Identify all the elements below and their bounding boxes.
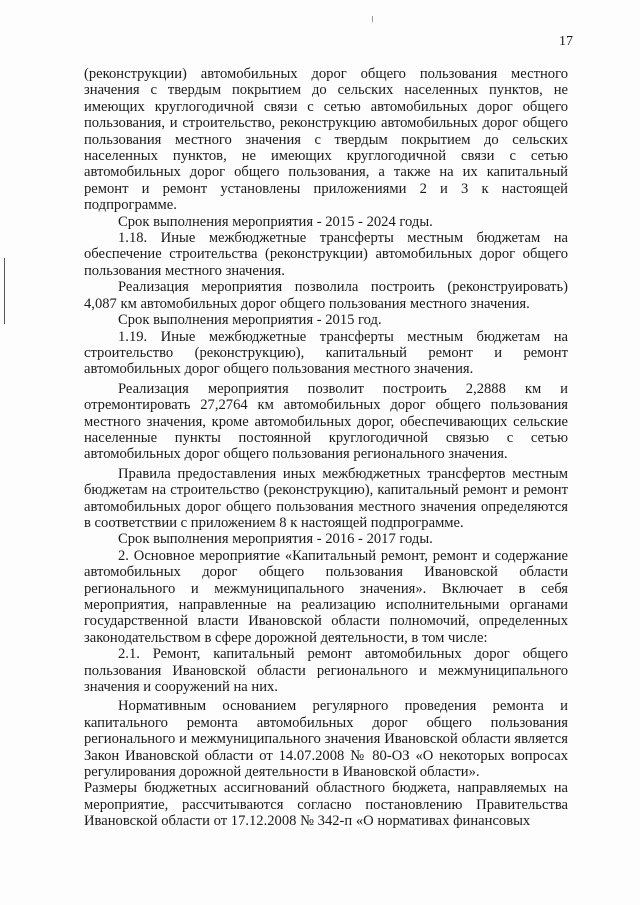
scan-mark-left [4, 258, 5, 324]
paragraph-transfer-rules: Правила предоставления иных межбюджетных трансфертов местным бюджетам на строительство (реконструкцию), капитальный ремонт и ремонт автомобильных дорог общего пользования местного значения определяются в соответствии с приложением 8 к настоящей подпрограмме. [84, 465, 568, 531]
paragraph-item-1-18: 1.18. Иные межбюджетные трансферты местным бюджетам на обеспечение строительства (реконструкции) автомобильных дорог общего пользования местного значения. [84, 230, 568, 279]
paragraph-term-2015: Срок выполнения мероприятия - 2015 год. [118, 312, 382, 329]
paragraph-normative-basis: Нормативным основанием регулярного проведения ремонта и капитального ремонта автомобильных дорог общего пользования регионального и межмуниципального значения Ивановской области является Закон Ивановской области от 14.07.2008 № 80-ОЗ «О некоторых вопросах регулирования дорожной деятельности в Ивановской области». [84, 698, 568, 781]
paragraph-reconstruction-continued: (реконструкции) автомобильных дорог общего пользования местного значения с твердым покрытием до сельских населенных пунктов, не имеющих круглогодичной связи с сетью автомобильных дорог общего пользования, и строительство, реконструкцию автомобильных дорог общего пользования местного значения с твердым покрытием до сельских населенных пунктов, не имеющих круглогодичной связи с сетью автомобильных дорог общего пользования, а также на их капитальный ремонт и ремонт установлены приложениями 2 и 3 к настоящей подпрограмме. [84, 66, 568, 214]
document-body [84, 66, 568, 830]
paragraph-term-2015-2024: Срок выполнения мероприятия - 2015 - 2024 годы. [118, 213, 433, 230]
paragraph-item-2: 2. Основное мероприятие «Капитальный ремонт, ремонт и содержание автомобильных дорог общего пользования Ивановской области регионального и межмуниципального значения». Включает в себя мероприятия, направленные на реализацию исполнительными органами государственной власти Ивановской области полномочий, определенных законодательством в сфере дорожной деятельности, в том числе: [84, 547, 568, 646]
paragraph-implementation-4087: Реализация мероприятия позволила построить (реконструировать) 4,087 км автомобильных дорог общего пользования местного значения. [84, 279, 568, 312]
page-number: 17 [559, 34, 573, 49]
paragraph-item-1-19: 1.19. Иные межбюджетные трансферты местным бюджетам на строительство (реконструкцию), капитальный ремонт и ремонт автомобильных дорог общего пользования местного значения. [84, 328, 568, 378]
paragraph-budget-sizes: Размеры бюджетных ассигнований областного бюджета, направляемых на мероприятие, рассчитываются согласно постановлению Правительства Ивановской области от 17.12.2008 № 342-п «О нормативах финансовых [84, 780, 568, 830]
paragraph-implementation-2-2888: Реализация мероприятия позволит построить 2,2888 км и отремонтировать 27,2764 км автомобильных дорог общего пользования местного значения, кроме автомобильных дорог, обеспечивающих сельские населенные пункты постоянной круглогодичной связью с сетью автомобильных дорог общего пользования регионального значения. [84, 380, 568, 463]
paragraph-item-2-1: 2.1. Ремонт, капитальный ремонт автомобильных дорог общего пользования Ивановской области регионального и межмуниципального значения и сооружений на них. [84, 646, 568, 696]
scan-mark-top [372, 16, 373, 22]
paragraph-term-2016-2017: Срок выполнения мероприятия - 2016 - 2017 годы. [118, 531, 433, 548]
